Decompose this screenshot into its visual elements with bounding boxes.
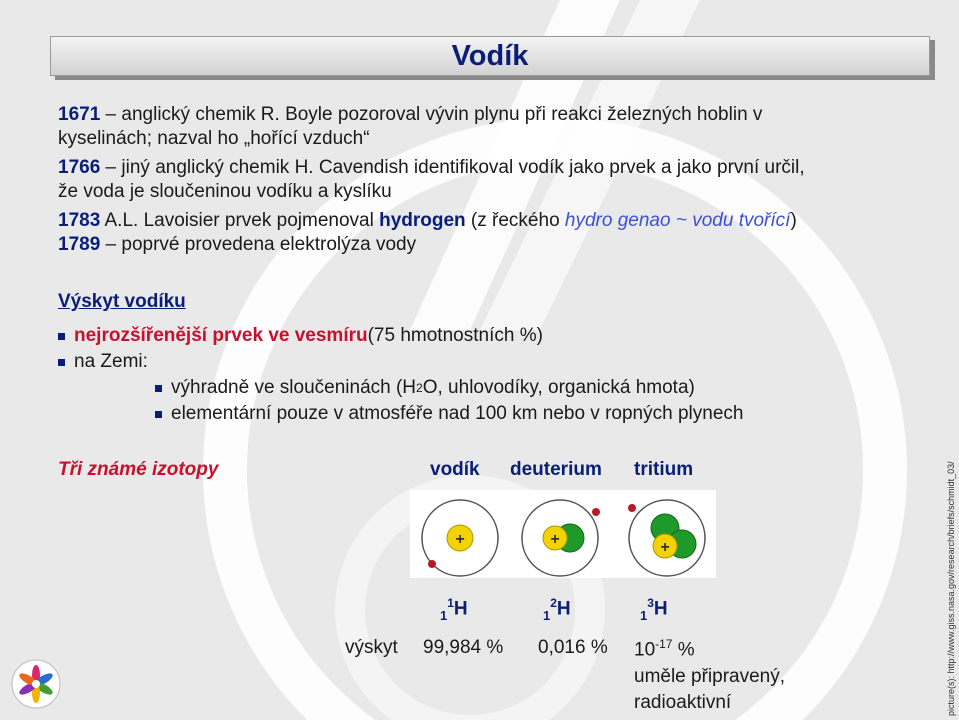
element-symbol: H (556, 598, 571, 620)
isotope-atoms-diagram (410, 490, 716, 578)
history-line-1671-cont (58, 127, 370, 151)
mass-number: 1 (447, 596, 454, 610)
atom-tritium (628, 500, 705, 576)
greek-origin: hydro genao ~ vodu tvořící (564, 210, 791, 231)
universe-percent: (75 hmotnostních %) (367, 325, 543, 346)
symbol-deuterium (543, 596, 571, 624)
isotope-name-protium: vodík (430, 459, 480, 480)
occurrence-bullet-universe (58, 325, 543, 347)
atom-deuterium (522, 500, 600, 576)
electron (592, 508, 600, 516)
occurrence-subbullet-elemental (155, 403, 743, 425)
mass-number: 2 (550, 596, 557, 610)
atomic-number: 1 (440, 608, 448, 624)
bullet-square-icon (155, 385, 162, 392)
history-text: kyselinách; nazval ho „hořící vzduch“ (58, 128, 370, 149)
electron (628, 504, 636, 512)
history-line-1789 (58, 233, 416, 257)
elemental-text: elementární pouze v atmosféře nad 100 km nebo v ropných plynech (171, 403, 744, 424)
year-label: 1783 (58, 210, 101, 231)
year-label: 1789 (58, 234, 101, 255)
abundance-label: výskyt (345, 637, 398, 658)
symbol-tritium (640, 596, 668, 624)
bullet-square-icon (58, 359, 65, 366)
history-text: ) (790, 210, 797, 231)
proton-charge: + (660, 539, 670, 556)
abundance-tritium (634, 637, 695, 661)
history-text: (z řeckého (465, 210, 565, 231)
history-line-1766 (58, 156, 805, 180)
history-line-1671 (58, 103, 762, 127)
year-label: 1671 (58, 104, 101, 125)
title-bar (50, 36, 930, 76)
proton-charge: + (550, 531, 560, 548)
isotope-diagram-panel (410, 490, 716, 578)
faculty-logo (10, 658, 62, 710)
abundance-unit: % (672, 639, 695, 661)
compounds-text-rest: O, uhlovodíky, organická hmota) (422, 377, 695, 398)
bullet-square-icon (155, 411, 162, 418)
abundance-protium: 99,984 % (423, 637, 504, 658)
universe-text: nejrozšířenější prvek ve vesmíru (74, 325, 368, 346)
mass-number: 3 (647, 596, 654, 610)
symbol-protium (440, 596, 468, 624)
isotope-name-deuterium: deuterium (510, 459, 602, 480)
history-text: – jiný anglický chemik H. Cavendish identifikoval vodík jako prvek a jako první určil, (100, 157, 805, 178)
isotopes-heading: Tři známé izotopy (58, 459, 219, 480)
occurrence-heading: Výskyt vodíku (58, 291, 186, 312)
isotope-name-tritium: tritium (634, 459, 694, 480)
year-label: 1766 (58, 157, 101, 178)
history-text: A.L. Lavoisier prvek pojmenoval (100, 210, 380, 231)
abundance-base: 10 (634, 639, 656, 661)
hydrogen-term: hydrogen (379, 210, 466, 231)
subscript: 2 (416, 381, 423, 395)
tritium-note-1: uměle připravený, (634, 666, 786, 687)
compounds-text: výhradně ve sloučeninách (H (171, 377, 417, 398)
history-text: – poprvé provedena elektrolýza vody (100, 234, 417, 255)
history-line-1783 (58, 209, 797, 233)
abundance-deuterium: 0,016 % (538, 637, 608, 658)
occurrence-subbullet-compounds (155, 377, 695, 399)
earth-text: na Zemi: (74, 351, 148, 372)
atomic-number: 1 (640, 608, 648, 624)
picture-credit: picture(s): http://www.giss.nasa.gov/research/briefs/schmidt_03/ (946, 461, 956, 716)
element-symbol: H (653, 598, 668, 620)
history-text: že voda je sloučeninou vodíku a kyslíku (58, 181, 392, 202)
atomic-number: 1 (543, 608, 551, 624)
proton-charge: + (455, 531, 465, 548)
tritium-note-2: radioaktivní (634, 692, 732, 713)
page-title: Vodík (451, 39, 529, 72)
history-text: – anglický chemik R. Boyle pozoroval vývin plynu při reakci železných hoblin v (100, 104, 763, 125)
abundance-exponent: -17 (655, 637, 673, 651)
electron (428, 560, 436, 568)
history-line-1766-cont (58, 180, 392, 204)
occurrence-bullet-earth (58, 351, 148, 373)
atom-protium (422, 500, 498, 576)
element-symbol: H (453, 598, 468, 620)
bullet-square-icon (58, 333, 65, 340)
